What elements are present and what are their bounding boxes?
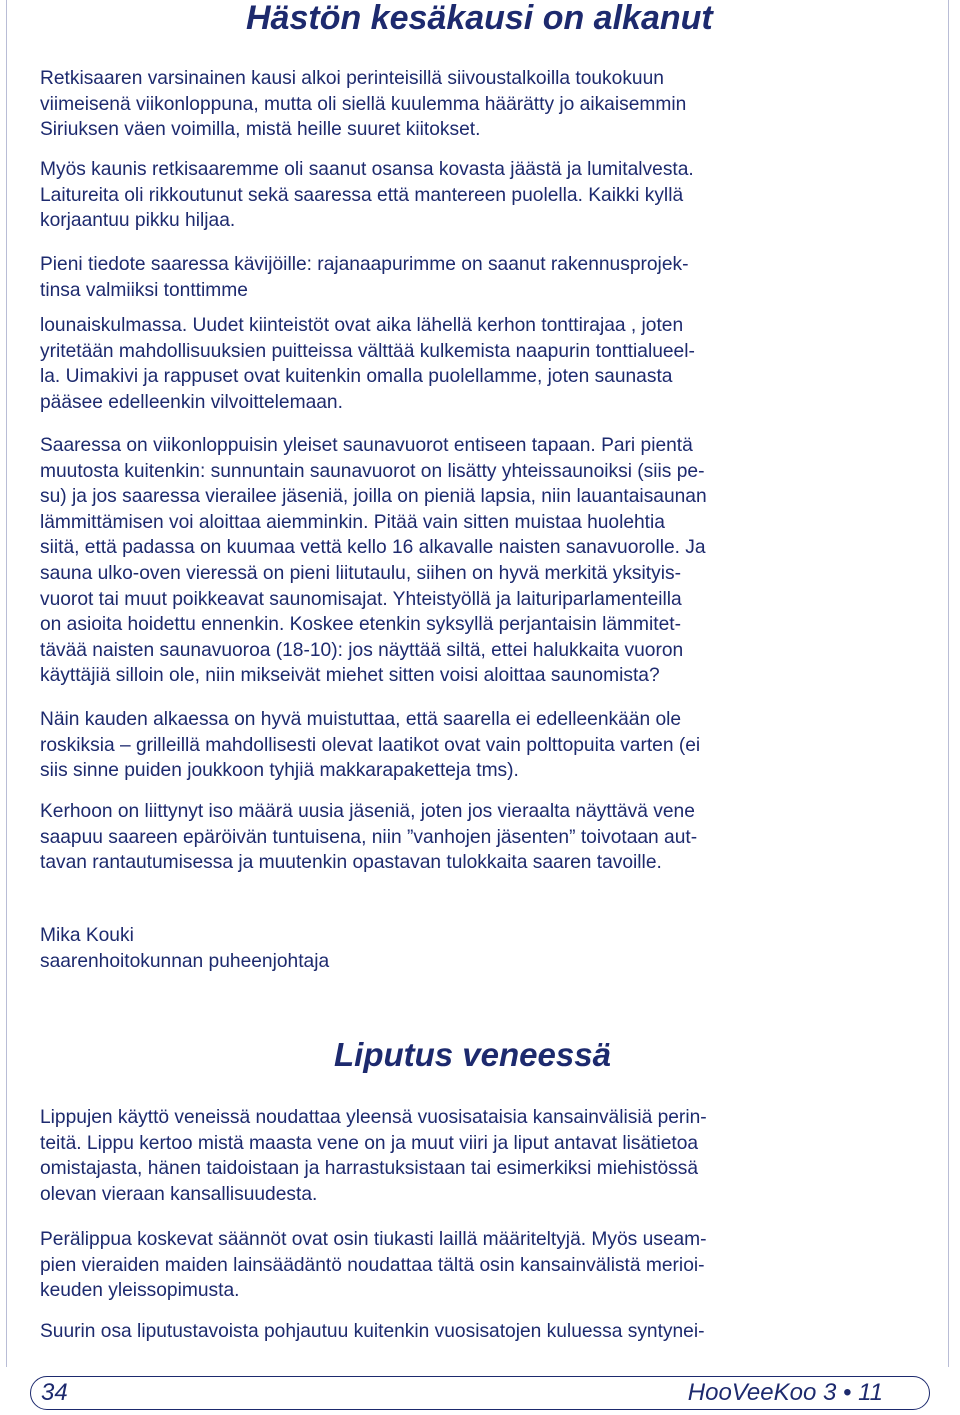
paragraph: Lippujen käyttö veneissä noudattaa yleensä vuosisataisia kansainvälisiä perin- teitä. Lippu kertoo mistä maasta vene on ja muut viiri ja liput antavat lisätietoa omistajasta, hänen taidoistaan ja harrastuksistaan tai esimerkiksi miehistössä olevan vieraan kansallisuudesta. bbox=[40, 1107, 707, 1205]
page-number: 34 bbox=[41, 1379, 68, 1406]
paragraph: Näin kauden alkaessa on hyvä muistuttaa, että saarella ei edelleenkään ole roskiksia – grilleillä mahdollisesti olevat laatikot ovat vain polttopuita varten (ei siis sinne puiden joukkoon tyhjiä makkarapaketteja tms). bbox=[40, 709, 701, 782]
author-role: saarenhoitokunnan puheenjohtaja bbox=[40, 950, 330, 972]
magazine-issue: HooVeeKoo 3 • 11 bbox=[687, 1379, 883, 1406]
paragraph: Retkisaaren varsinainen kausi alkoi perinteisillä siivoustalkoilla toukokuun viimeisenä viikonloppuna, mutta oli siellä kuulemma häärätty jo aikaisemmin Siriuksen väen voimilla, mistä heille suuret kiitokset. bbox=[40, 68, 687, 141]
paragraph: Perälippua koskevat säännöt ovat osin tiukasti laillä määriteltyjä. Myös useam- pien vieraiden maiden lainsäädäntö noudattaa tältä osin kansainvälistä merioi- keuden yleissopimusta. bbox=[40, 1229, 707, 1302]
signature bbox=[40, 923, 920, 974]
paragraph: Suurin osa liputustavoista pohjautuu kuitenkin vuosisatojen kuluessa syntynei- bbox=[40, 1321, 705, 1342]
paragraph: lounaiskulmassa. Uudet kiinteistöt ovat aika lähellä kerhon tonttirajaa , joten yritetään mahdollisuuksien puitteissa välttää kulkemista naapurin tonttialueel- la. Uimakivi ja rappuset ovat kuitenkin omalla puolellamme, joten saunasta pääsee edelleenkin vilvoittelemaan. bbox=[40, 315, 695, 413]
paragraph: Kerhoon on liittynyt iso määrä uusia jäseniä, joten jos vieraalta näyttävä vene saapuu saareen epäröivän tuntuisena, niin ”vanhojen jäsenten” toivotaan aut- tavan rantautumisessa ja muutenkin opastavan tulokkaita saaren tavoille. bbox=[40, 801, 698, 874]
paragraph: Myös kaunis retkisaaremme oli saanut osansa kovasta jäästä ja lumitalvesta. Laitureita oli rikkoutunut sekä saaressa että mantereen puolella. Kaikki kyllä korjaantuu pikku hiljaa. bbox=[40, 159, 694, 232]
left-margin-line bbox=[6, 0, 7, 1367]
right-margin-line bbox=[948, 0, 949, 1367]
article-title: Hästön kesäkausi on alkanut bbox=[246, 0, 713, 37]
page-footer bbox=[30, 1376, 930, 1410]
paragraph: Saaressa on viikonloppuisin yleiset saunavuorot entiseen tapaan. Pari pientä muutosta kuitenkin: sunnuntain saunavuorot on lisätty yhteissaunoiksi (siis pe- su) ja jos saaressa vierailee jäseniä, joilla on pieniä lapsia, niin lauantaisaunan lämmittämisen voi aloittaa aiemminkin. Pitää vain sitten muistaa huolehtia siitä, että padassa on kuumaa vettä kello 16 alkavalle naisten sanavuorolle. Ja sauna ulko-oven vieressä on pieni liitutaulu, siihen on hyvä merkitä yksityis- vuorot tai muut poikkeavat saunomisajat. Yhteistyöllä ja laituriparlamenteilla on asioita hoidettu ennenkin. Koskee etenkin syksyllä perjantaisin lämmitet- tävää naisten saunavuoroa (18-10): jos näyttää siltä, ettei halukkaita vuoron käyttäjiä silloin ole, niin mikseivät miehet sitten voisi aloittaa saunomista? bbox=[40, 435, 707, 687]
article-title: Liputus veneessä bbox=[334, 1036, 611, 1073]
author-name: Mika Kouki bbox=[40, 925, 134, 946]
paragraph: Pieni tiedote saaressa kävijöille: rajanaapurimme on saanut rakennusprojek- tinsa valmiiksi tonttimme bbox=[40, 254, 689, 301]
